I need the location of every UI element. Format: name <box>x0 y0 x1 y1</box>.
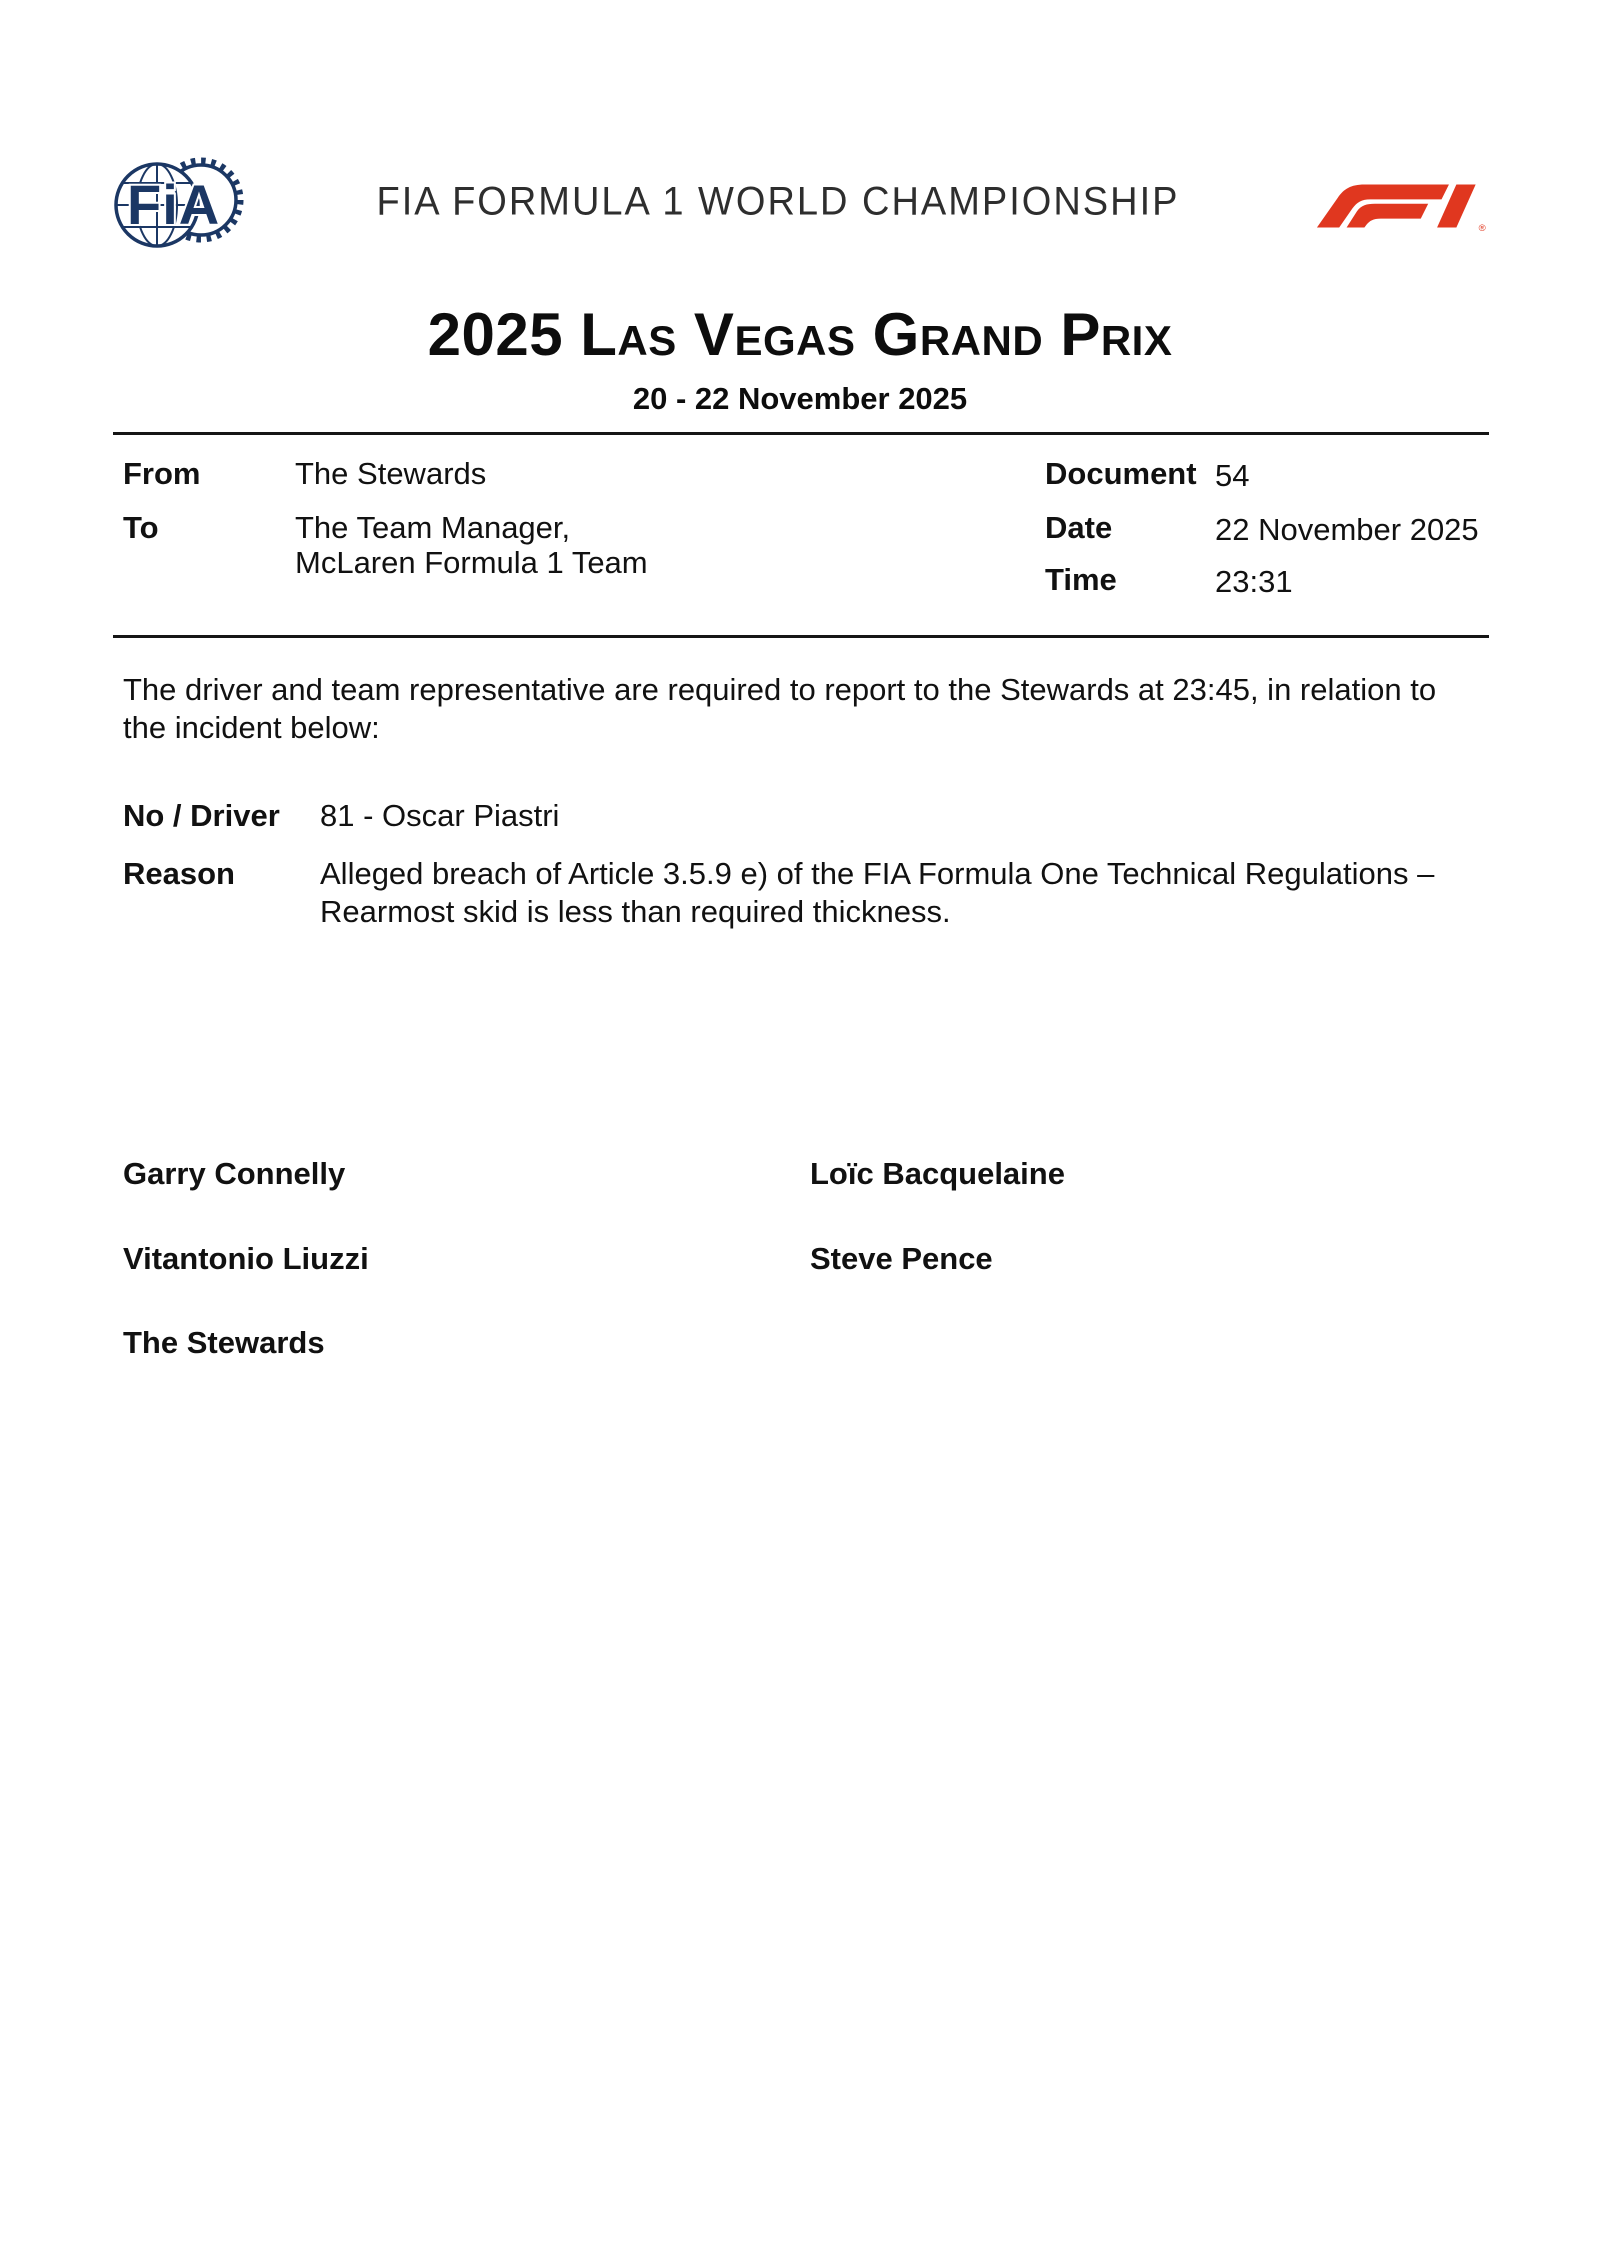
no-driver-label: No / Driver <box>123 798 280 833</box>
f1-registered-mark: ® <box>1478 222 1486 234</box>
f1-logo-icon <box>1311 178 1489 234</box>
fia-logo-text: FiA <box>127 172 221 236</box>
event-title: 2025 Las Vegas Grand Prix <box>427 301 1173 368</box>
championship-wordmark: FIA FORMULA 1 WORLD CHAMPIONSHIP <box>376 180 1180 224</box>
divider-top <box>113 432 1489 435</box>
document-header <box>113 150 1489 255</box>
signature-steward-4: Steve Pence <box>810 1241 993 1276</box>
time-value: 23:31 <box>1215 564 1293 599</box>
to-value <box>295 510 648 580</box>
signature-steward-3: Vitantonio Liuzzi <box>123 1241 369 1276</box>
document-label: Document <box>1045 456 1197 491</box>
signature-steward-1: Garry Connelly <box>123 1156 346 1191</box>
from-label: From <box>123 456 201 491</box>
from-value: The Stewards <box>295 456 487 491</box>
divider-bottom <box>113 635 1489 638</box>
event-dates: 20 - 22 November 2025 <box>632 381 968 416</box>
time-label: Time <box>1045 562 1117 597</box>
signature-footer: The Stewards <box>123 1325 325 1360</box>
to-label: To <box>123 510 159 545</box>
date-label: Date <box>1045 510 1113 545</box>
reason-label: Reason <box>123 856 235 891</box>
date-value: 22 November 2025 <box>1215 512 1479 547</box>
to-value-line2: McLaren Formula 1 Team <box>295 545 648 580</box>
document-value: 54 <box>1215 458 1250 493</box>
signature-steward-2: Loïc Bacquelaine <box>810 1156 1065 1191</box>
summons-paragraph: The driver and team representative are required to report to the Stewards at 23:45, in relation to the incident below: <box>123 672 1437 745</box>
no-driver-value: 81 - Oscar Piastri <box>320 798 560 833</box>
to-value-line1: The Team Manager, <box>295 510 571 545</box>
reason-value: Alleged breach of Article 3.5.9 e) of the FIA Formula One Technical Regulations – Rearmost skid is less than required thickness. <box>320 856 1435 929</box>
fia-logo-icon <box>113 153 245 253</box>
